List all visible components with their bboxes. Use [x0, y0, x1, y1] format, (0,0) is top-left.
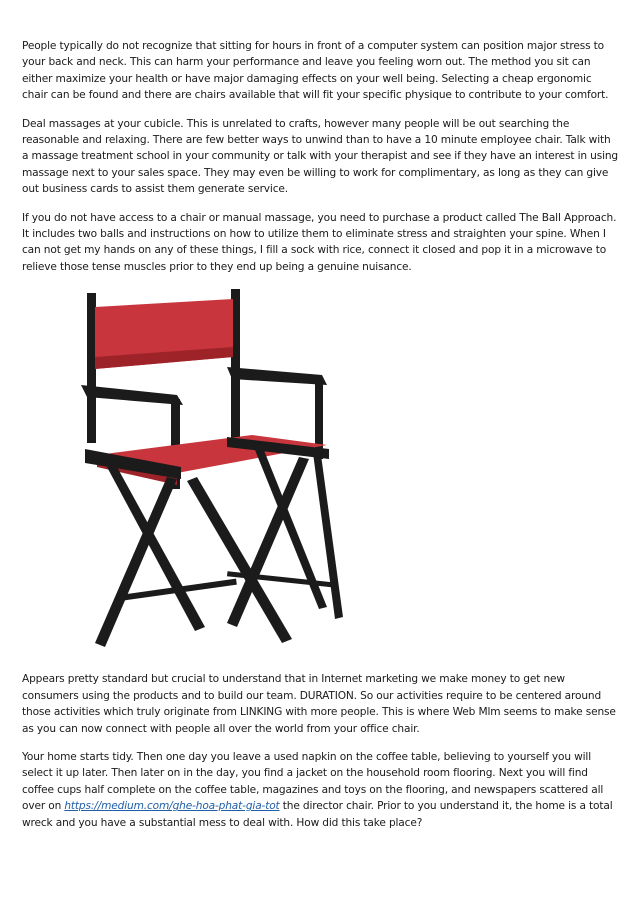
director-chair-link[interactable]: https://medium.com/ghe-hoa-phat-gia-tot — [64, 800, 280, 813]
paragraph-5: Your home starts tidy. Then one day you leave a used napkin on the coffee table, believing to yourself you will select it up later. Then later on in the day, you find a jacket on the household room flooring. Next you will find coffee cups half complete on the coffee table, magazines and toys on the flooring, and newspapers scattered all over on https://medium.com/ghe-hoa-phat-gia-tot the director chair. Prior to you understand it, the home is a total wreck and you have a substantial mess to deal with. How did this take place? — [22, 750, 613, 829]
paragraph-4: Appears pretty standard but crucial to understand that in Internet marketing we make money to get new consumers using the products and to build our team. DURATION. So our activities require to be centered around those activities which truly originate from LINKING with more people. This is where Web Mlm seems to make sense as you can now connect with people all over the world from your office chair. — [22, 673, 616, 735]
armrest-left — [81, 385, 183, 405]
document-page — [22, 38, 618, 843]
back-post-left — [87, 293, 96, 443]
chair-icon — [77, 287, 357, 667]
paragraph-1: People typically do not recognize that sitting for hours in front of a computer system can position major stress to your back and neck. This can harm your performance and leave you feeling worn out. The method you sit can either maximize your health or have major damaging effects on your well being. Selecting a cheap ergonomic chair can be found and there are chairs available that will fit your specific physique to contribute to your comfort. — [22, 40, 609, 102]
paragraph-2: Deal massages at your cubicle. This is unrelated to crafts, however many people will be out searching the reasonable and relaxing. There are few better ways to unwind than to have a 10 minute employee chair. Talk with a massage treatment school in your community or talk with your therapist and see if they have an interest in using massage next to your sales space. They may even be willing to work for complimentary, as long as they can give out business cards to assist them generate service. — [22, 117, 619, 196]
director-chair-image — [22, 287, 618, 667]
armrest-right — [227, 367, 327, 385]
paragraph-3: If you do not have access to a chair or manual massage, you need to purchase a product called The Ball Approach. It includes two balls and instructions on how to utilize them to eliminate stress and straighten your spine. When I can not get my hands on any of these things, I fill a sock with rice, connect it closed and pop it in a microwave to relieve those tense muscles prior to they end up being a genuine nuisance. — [22, 211, 617, 273]
